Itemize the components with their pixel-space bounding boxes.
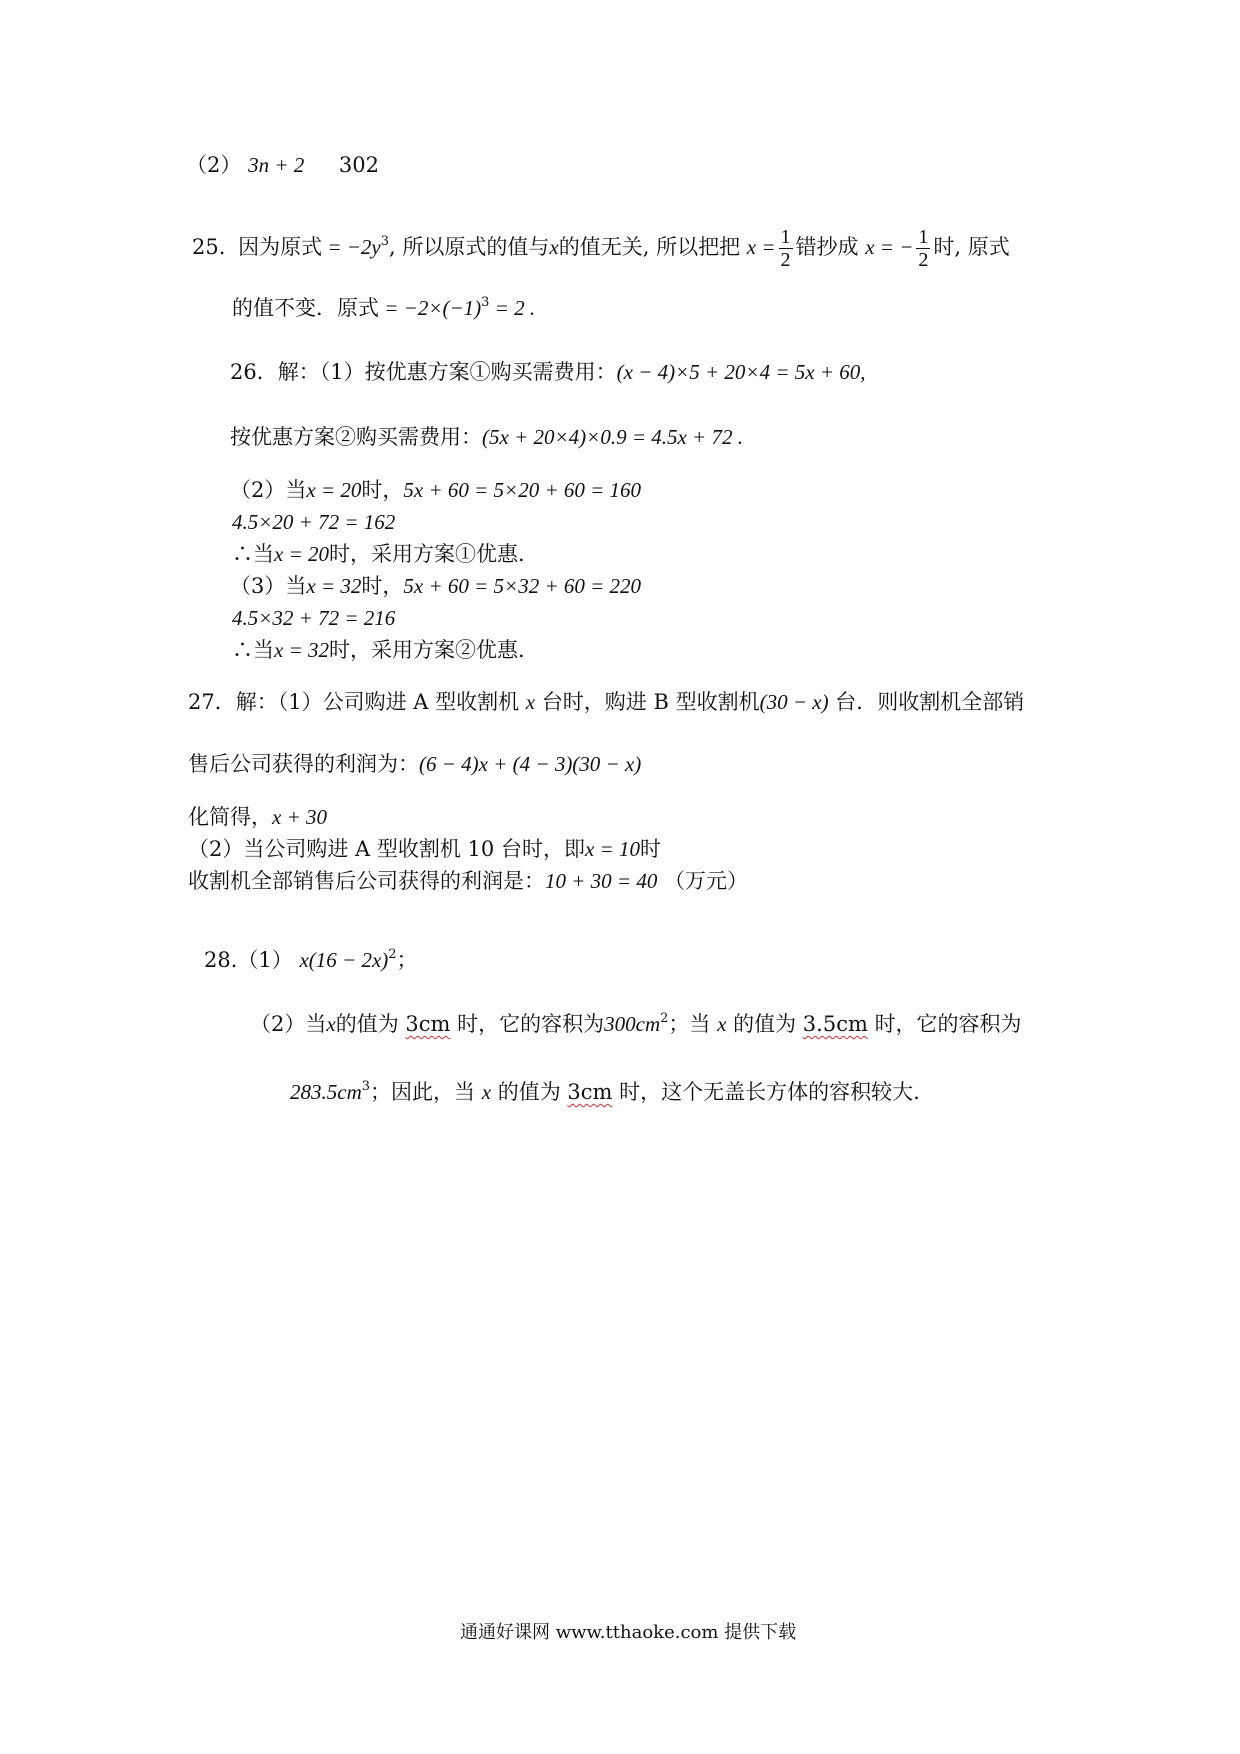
q27-text: 化简得， bbox=[188, 805, 272, 829]
q28-text: 的值为 bbox=[733, 1012, 797, 1036]
q25-text: 错抄成 bbox=[795, 235, 859, 259]
q27-text: 27．解：（1）公司购进 A 型收割机 bbox=[188, 690, 520, 714]
q25-text: 因为原式 bbox=[238, 235, 323, 259]
q26-math: 5x + 60 = 5×20 + 60 = 160 bbox=[403, 478, 642, 502]
q28-exponent: 2 bbox=[660, 1011, 669, 1026]
q28-exponent: 2 bbox=[388, 947, 397, 962]
q26-text: ∴当 bbox=[232, 638, 274, 662]
q27-text: 台．则收割机全部销 bbox=[835, 690, 1025, 714]
q25-math: = −2×(−1) bbox=[379, 296, 482, 320]
q26-math: (x − 4)×5 + 20×4 = 5x + 60, bbox=[616, 360, 866, 384]
q26-math: x = 32 bbox=[274, 638, 329, 662]
q27-math: x + 30 bbox=[272, 805, 327, 829]
q27-line-4 bbox=[188, 837, 661, 862]
q27-math: (30 − x) bbox=[759, 690, 829, 714]
q25-number: 25. bbox=[192, 235, 226, 259]
q27-math: (6 − 4)x + (4 − 3)(30 − x) bbox=[419, 752, 642, 776]
q28-text: 28.（1） bbox=[204, 948, 293, 972]
q26-text: 时，采用方案①优惠. bbox=[329, 542, 525, 566]
fraction-denominator: 2 bbox=[780, 249, 791, 271]
q25-exponent: 3 bbox=[380, 234, 390, 249]
q25-variable: x bbox=[549, 235, 559, 259]
q25-line-2 bbox=[232, 296, 535, 321]
fraction-numerator: 1 bbox=[918, 226, 929, 248]
q28-math: x(16 − 2x) bbox=[299, 948, 389, 972]
q28-math: 300cm bbox=[604, 1012, 661, 1036]
q26-line-5 bbox=[232, 542, 525, 567]
q26-text: 时， bbox=[361, 478, 404, 502]
q27-line-1 bbox=[188, 690, 1024, 715]
q25-math: x = − bbox=[865, 235, 914, 259]
q27-math: 10 + 30 = 40 bbox=[545, 869, 658, 893]
q27-line-5 bbox=[188, 869, 748, 894]
page-footer: 通通好课网 www.tthaoke.com 提供下载 bbox=[460, 1622, 797, 1643]
q26-text: （2）当 bbox=[230, 478, 307, 502]
q28-text: ； bbox=[396, 948, 418, 972]
q28-text: （2）当 bbox=[250, 1012, 327, 1036]
q28-variable: x bbox=[481, 1080, 492, 1104]
q27-text: 时 bbox=[639, 837, 661, 861]
q27-variable: x bbox=[525, 690, 536, 714]
q26-line-2 bbox=[230, 425, 743, 450]
q24-value: 302 bbox=[338, 153, 380, 177]
q26-text: 时， bbox=[361, 574, 404, 598]
q25-math: x = bbox=[746, 235, 776, 259]
q28-text: 时，它的容积为 bbox=[874, 1012, 1022, 1036]
q25-text: 的值不变．原式 bbox=[232, 296, 379, 320]
q24-part2-line bbox=[186, 153, 379, 178]
q27-text: 台时，购进 B 型收割机 bbox=[541, 690, 760, 714]
q28-text: 的值为 bbox=[335, 1012, 399, 1036]
q25-line-1 bbox=[192, 226, 1010, 271]
q28-math: 283.5cm bbox=[290, 1080, 362, 1104]
q26-text: 时，采用方案②优惠. bbox=[329, 638, 525, 662]
q28-variable: x bbox=[326, 1012, 336, 1036]
q28-text: 的值为 bbox=[497, 1080, 561, 1104]
q27-text: 收割机全部销售后公司获得的利润是： bbox=[188, 869, 545, 893]
q26-math: x = 20 bbox=[306, 478, 362, 502]
q26-line-4: 4.5×20 + 72 = 162 bbox=[232, 510, 396, 534]
q26-text: 26．解：（1）按优惠方案①购买需费用： bbox=[230, 360, 617, 384]
q25-math: = −2y bbox=[322, 235, 381, 259]
q26-line-3 bbox=[230, 478, 641, 503]
q28-line-2 bbox=[250, 1012, 1022, 1037]
fraction-one-half bbox=[779, 226, 793, 271]
q28-value: 3.5cm bbox=[802, 1012, 868, 1036]
q26-line-8 bbox=[232, 638, 525, 663]
q28-text: ；因此，当 bbox=[370, 1080, 476, 1104]
q27-line-2 bbox=[188, 752, 641, 777]
q27-text: （万元） bbox=[664, 869, 749, 893]
q26-text: （3）当 bbox=[230, 574, 307, 598]
q25-math: = 2 . bbox=[489, 296, 536, 320]
q26-math: (5x + 20×4)×0.9 = 4.5x + 72 . bbox=[482, 425, 743, 449]
q26-line-1 bbox=[230, 360, 866, 385]
q26-line-7: 4.5×32 + 72 = 216 bbox=[232, 606, 396, 630]
q26-math: 5x + 60 = 5×32 + 60 = 220 bbox=[403, 574, 642, 598]
q28-text: 时，这个无盖长方体的容积较大. bbox=[619, 1080, 920, 1104]
fraction-numerator: 1 bbox=[780, 226, 791, 248]
q27-text: 售后公司获得的利润为： bbox=[188, 752, 419, 776]
q28-exponent: 3 bbox=[361, 1079, 371, 1094]
q25-exponent: 3 bbox=[481, 295, 490, 310]
q28-text: 时，它的容积为 bbox=[457, 1012, 605, 1036]
q26-math: x = 32 bbox=[306, 574, 362, 598]
q26-math: x = 20 bbox=[274, 542, 329, 566]
q28-value: 3cm bbox=[567, 1080, 613, 1104]
q28-text: ；当 bbox=[668, 1012, 711, 1036]
q25-text: , 所以原式的值与 bbox=[389, 235, 550, 259]
fraction-denominator: 2 bbox=[918, 249, 929, 271]
q24-expression: 3n + 2 bbox=[248, 153, 305, 177]
fraction-one-half bbox=[916, 226, 930, 271]
q28-value: 3cm bbox=[405, 1012, 451, 1036]
q26-text: ∴当 bbox=[232, 542, 274, 566]
q27-text: （2）当公司购进 A 型收割机 10 台时，即 bbox=[188, 837, 585, 861]
q25-text: 时, 原式 bbox=[933, 235, 1010, 259]
q28-line-1 bbox=[204, 948, 418, 973]
q26-text: 按优惠方案②购买需费用： bbox=[230, 425, 482, 449]
q28-line-3 bbox=[290, 1080, 920, 1105]
q27-line-3 bbox=[188, 805, 327, 830]
q26-line-6 bbox=[230, 574, 641, 599]
q27-math: x = 10 bbox=[584, 837, 640, 861]
q24-part-label: （2） bbox=[186, 153, 242, 177]
q25-text: 的值无关, 所以把把 bbox=[558, 235, 741, 259]
q28-variable: x bbox=[717, 1012, 727, 1036]
